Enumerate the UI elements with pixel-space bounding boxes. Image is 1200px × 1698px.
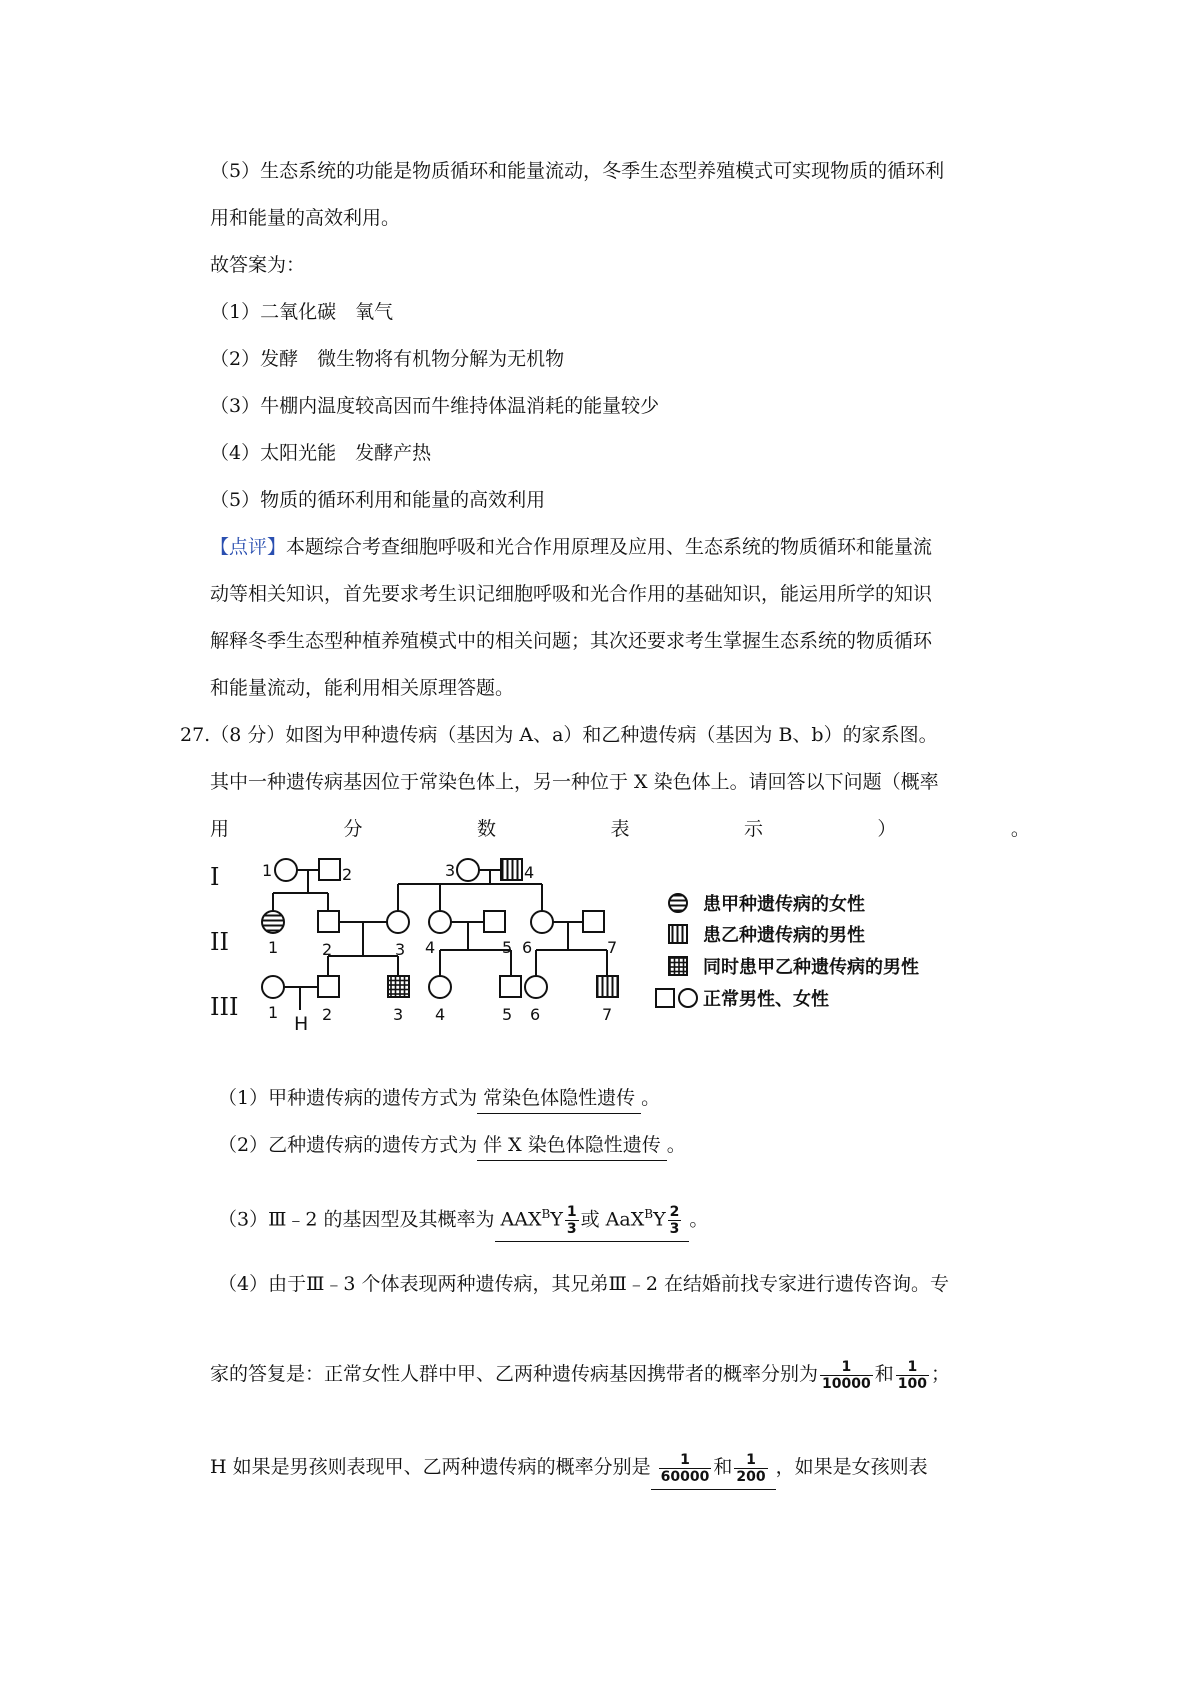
fraction <box>820 1359 873 1392</box>
person-II-3 <box>387 911 409 933</box>
fraction-den: 200 <box>736 1468 766 1485</box>
answer-text: H 如果是男孩则表现甲、乙两种遗传病的概率分别是 <box>210 1456 651 1478</box>
answer-q3 <box>218 1194 708 1242</box>
generation-label: III <box>210 993 239 1021</box>
answer-fill: 伴 X 染色体隐性遗传 <box>477 1132 667 1161</box>
person-number: 4 <box>524 863 535 882</box>
answer-item: （5）物质的循环利用和能量的高效利用 <box>210 489 546 511</box>
comment-line: 和能量流动，能利用相关原理答题。 <box>210 677 515 699</box>
answer-q4-line3 <box>210 1447 928 1490</box>
legend-icon-normal-female <box>679 989 697 1007</box>
genotype-text: 或 AaX <box>580 1208 645 1231</box>
comment-text: 本题综合考查细胞呼吸和光合作用原理及应用、生态系统的物质循环和能量流 <box>286 536 933 558</box>
generation-label: II <box>210 928 229 956</box>
person-III-3 <box>388 976 409 997</box>
spread-char: ） <box>877 818 897 840</box>
answer-fill <box>651 1447 776 1490</box>
answer-item: （3）牛棚内温度较高因而牛维持体温消耗的能量较少 <box>210 395 660 417</box>
person-III-2 <box>318 976 339 997</box>
fraction-den: 100 <box>897 1375 927 1392</box>
answer-item: （2）发酵 微生物将有机物分解为无机物 <box>210 348 565 370</box>
fraction <box>734 1452 767 1485</box>
person-III-5 <box>500 976 521 997</box>
answer-q1 <box>218 1085 660 1114</box>
comment-line: 解释冬季生态型种植养殖模式中的相关问题；其次还要求考生掌握生态系统的物质循环 <box>210 630 933 652</box>
person-III-6 <box>525 976 547 998</box>
answer-prefix: （1）甲种遗传病的遗传方式为 <box>218 1087 478 1109</box>
answer-prefix: （2）乙种遗传病的遗传方式为 <box>218 1134 478 1156</box>
genotype-text: AAX <box>500 1208 542 1231</box>
person-number: 1 <box>268 938 279 957</box>
person-number: 3 <box>395 940 406 959</box>
genotype-text: Y <box>653 1208 666 1231</box>
fraction-num: 1 <box>841 1358 852 1375</box>
answer-q2 <box>218 1132 686 1161</box>
person-I-4 <box>501 859 522 880</box>
answer-text: ，如果是女孩则表 <box>775 1456 928 1478</box>
answer-text: 家的答复是：正常女性人群中甲、乙两种遗传病基因携带者的概率分别为 <box>210 1363 819 1385</box>
answer-q4-line2 <box>210 1354 950 1394</box>
legend-icon-affected-female-a <box>669 894 687 912</box>
person-number: 3 <box>445 861 456 880</box>
legend-icon-affected-male-b <box>669 925 687 943</box>
question-title: 27.（8 分）如图为甲种遗传病（基因为 A、a）和乙种遗传病（基因为 B、b）的家系图。 <box>180 724 938 746</box>
fraction <box>659 1452 712 1485</box>
answer-fill: 常染色体隐性遗传 <box>477 1085 641 1114</box>
fraction-num: 1 <box>907 1358 918 1375</box>
fraction <box>565 1204 579 1237</box>
spread-char: 数 <box>476 818 496 840</box>
answer-fill <box>495 1194 690 1242</box>
paragraph-line: 用和能量的高效利用。 <box>210 207 401 229</box>
person-number: 1 <box>268 1003 279 1022</box>
answer-q4-line1: （4）由于Ⅲ﹣3 个体表现两种遗传病，其兄弟Ⅲ﹣2 在结婚前找专家进行遗传咨询。专 <box>218 1273 949 1295</box>
fraction-den: 10000 <box>822 1375 871 1392</box>
answer-text: 和 <box>874 1363 894 1385</box>
person-I-2 <box>319 859 340 880</box>
person-number: 4 <box>425 938 436 957</box>
person-number: 7 <box>607 938 618 957</box>
question-line: 其中一种遗传病基因位于常染色体上，另一种位于 X 染色体上。请回答以下问题（概率 <box>210 771 939 793</box>
fraction-den: 3 <box>669 1220 680 1237</box>
pedigree-chart <box>200 848 1030 1073</box>
person-II-7 <box>583 911 604 932</box>
person-I-3 <box>457 859 479 881</box>
person-II-6 <box>531 911 553 933</box>
comment-line <box>210 534 932 560</box>
answer-item: （1）二氧化碳 氧气 <box>210 301 394 323</box>
generation-label: I <box>210 863 220 891</box>
legend-label: 同时患甲乙种遗传病的男性 <box>703 957 919 978</box>
fraction <box>668 1204 682 1237</box>
person-II-1 <box>262 911 284 933</box>
question-spread-line <box>210 816 1030 842</box>
person-number: 2 <box>322 1005 333 1024</box>
person-number: 7 <box>602 1005 613 1024</box>
answer-suffix: 。 <box>641 1087 661 1109</box>
fraction-num: 1 <box>566 1203 577 1220</box>
person-number: 3 <box>393 1005 404 1024</box>
spread-char: 分 <box>343 818 363 840</box>
person-number: 5 <box>502 1005 513 1024</box>
fraction-den: 3 <box>566 1220 577 1237</box>
fraction-num: 1 <box>746 1451 756 1468</box>
answer-text: 和 <box>713 1456 733 1478</box>
paragraph-line: （5）生态系统的功能是物质循环和能量流动，冬季生态型养殖模式可实现物质的循环利 <box>210 160 945 182</box>
person-III-7 <box>597 976 618 997</box>
spread-char: 。 <box>1010 818 1030 840</box>
person-II-5 <box>484 911 505 932</box>
person-number: 2 <box>342 865 353 884</box>
answer-item: （4）太阳光能 发酵产热 <box>210 442 432 464</box>
fraction-num: 1 <box>680 1451 690 1468</box>
fraction <box>896 1359 929 1392</box>
spread-char: 用 <box>210 818 230 840</box>
legend-label: 患甲种遗传病的女性 <box>703 894 865 915</box>
person-number: 1 <box>262 861 273 880</box>
legend-label: 患乙种遗传病的男性 <box>703 925 865 946</box>
legend-icon-normal-male <box>656 989 674 1007</box>
answer-suffix: 。 <box>666 1134 686 1156</box>
answer-prefix: （3）Ⅲ﹣2 的基因型及其概率为 <box>218 1208 495 1231</box>
offspring-label: H <box>294 1013 309 1035</box>
person-number: 2 <box>322 940 333 959</box>
comment-tag: 【点评】 <box>210 536 287 558</box>
answer-suffix: 。 <box>689 1208 709 1231</box>
person-number: 6 <box>530 1005 541 1024</box>
genotype-text: Y <box>550 1208 563 1231</box>
fraction-num: 2 <box>669 1203 680 1220</box>
person-II-2 <box>318 911 339 932</box>
genotype-sup: B <box>644 1207 654 1221</box>
answer-intro: 故答案为： <box>210 254 306 276</box>
person-number: 6 <box>522 938 533 957</box>
person-III-4 <box>429 976 451 998</box>
spread-char: 表 <box>610 818 630 840</box>
answer-text: ； <box>930 1363 950 1385</box>
person-I-1 <box>275 859 297 881</box>
fraction-den: 60000 <box>660 1468 710 1485</box>
comment-line: 动等相关知识，首先要求考生识记细胞呼吸和光合作用的基础知识，能运用所学的知识 <box>210 583 933 605</box>
person-number: 5 <box>502 938 513 957</box>
legend-icon-affected-male-both <box>669 957 687 975</box>
person-number: 4 <box>435 1005 446 1024</box>
spread-char: 示 <box>743 818 763 840</box>
legend-label: 正常男性、女性 <box>703 989 829 1010</box>
person-III-1 <box>262 976 284 998</box>
genotype-sup: B <box>541 1207 551 1221</box>
person-II-4 <box>429 911 451 933</box>
